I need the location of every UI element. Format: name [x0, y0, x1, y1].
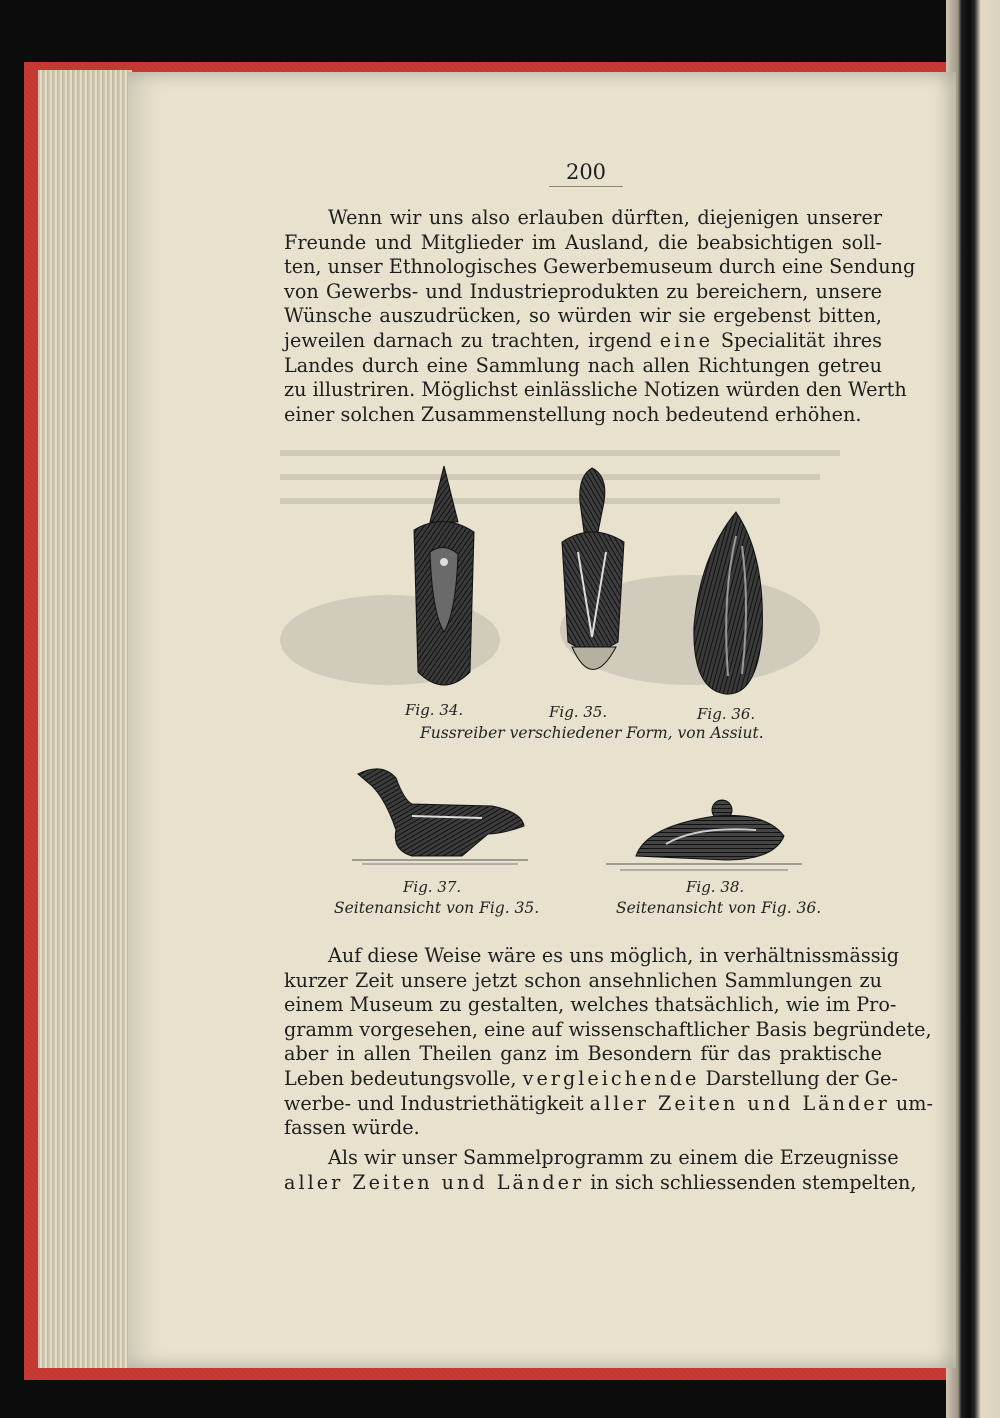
fig-37-caption: Seitenansicht von Fig. 35. — [334, 899, 540, 917]
paragraph-3 — [284, 1146, 917, 1195]
fig-38-label: Fig. 38. — [686, 878, 745, 896]
fig-36-label: Fig. 36. — [697, 705, 756, 723]
spaced-emphasis: vergleichende — [522, 1066, 700, 1090]
text-line: Als wir unser Sammelprogramm zu einem die Erzeugnisse — [328, 1146, 899, 1169]
spaced-emphasis: aller Zeiten und Länder — [589, 1091, 890, 1115]
text-segment: werbe- und Industriethätigkeit — [284, 1091, 584, 1115]
text-segment: in sich schliessenden stempelten, — [590, 1170, 917, 1194]
figures-caption: Fussreiber verschiedener Form, von Assiut. — [420, 724, 764, 742]
text-line: einer solchen Zusammenstellung noch bedeutend erhöhen. — [284, 402, 862, 426]
spaced-emphasis: aller Zeiten und Länder — [284, 1170, 585, 1194]
paragraph-2 — [284, 944, 933, 1141]
text-line-mixed — [284, 1066, 898, 1092]
fig-35-label: Fig. 35. — [549, 703, 608, 721]
text-line-mixed — [284, 329, 882, 354]
fig-38-illustration — [606, 796, 802, 882]
page-number: 200 — [549, 160, 623, 187]
paragraph-1 — [284, 206, 916, 427]
spaced-emphasis: eine — [659, 328, 713, 352]
text-line: Wünsche auszudrücken, so würden wir sie ergebenst bitten, — [284, 304, 882, 328]
fig-36-illustration — [686, 506, 770, 702]
text-line: Auf diese Weise wäre es uns möglich, in verhältnissmässig — [328, 944, 900, 967]
text-line: kurzer Zeit unsere jetzt schon ansehnlichen Sammlungen zu — [284, 968, 882, 992]
fig-37-label: Fig. 37. — [403, 878, 462, 896]
text-line: aber in allen Theilen ganz im Besondern für das praktische — [284, 1042, 882, 1066]
text-segment: um- — [895, 1091, 933, 1115]
fig-38-caption: Seitenansicht von Fig. 36. — [616, 899, 822, 917]
text-line: Wenn wir uns also erlauben dürften, diejenigen unserer — [328, 206, 882, 229]
text-line: von Gewerbs- und Industrieprodukten zu bereichern, unsere — [284, 279, 882, 303]
text-segment: jeweilen darnach zu trachten, irgend — [284, 328, 652, 352]
fig-34-illustration — [400, 462, 490, 702]
text-segment: Darstellung der Ge- — [705, 1066, 898, 1090]
text-line-mixed — [284, 1091, 933, 1117]
fig-34-label: Fig. 34. — [405, 701, 464, 719]
text-line: gramm vorgesehen, eine auf wissenschaftlicher Basis begründete, — [284, 1017, 932, 1041]
text-segment: Specialität ihres — [720, 328, 882, 352]
fig-35-illustration — [538, 462, 648, 702]
text-line: zu illustriren. Möglichst einlässliche Notizen würden den Werth — [284, 378, 907, 402]
text-line: Landes durch eine Sammlung nach allen Richtungen getreu — [284, 353, 882, 377]
text-line: ten, unser Ethnologisches Gewerbemuseum durch eine Sendung — [284, 255, 916, 279]
text-segment: Leben bedeutungsvolle, — [284, 1066, 517, 1090]
fig-37-illustration — [352, 760, 532, 870]
text-line-mixed — [284, 1170, 917, 1196]
text-line: fassen würde. — [284, 1116, 420, 1140]
text-line: einem Museum zu gestalten, welches thatsächlich, wie im Pro- — [284, 993, 897, 1017]
text-line: Freunde und Mitglieder im Ausland, die beabsichtigen soll- — [284, 230, 882, 254]
page-edges — [38, 70, 132, 1368]
